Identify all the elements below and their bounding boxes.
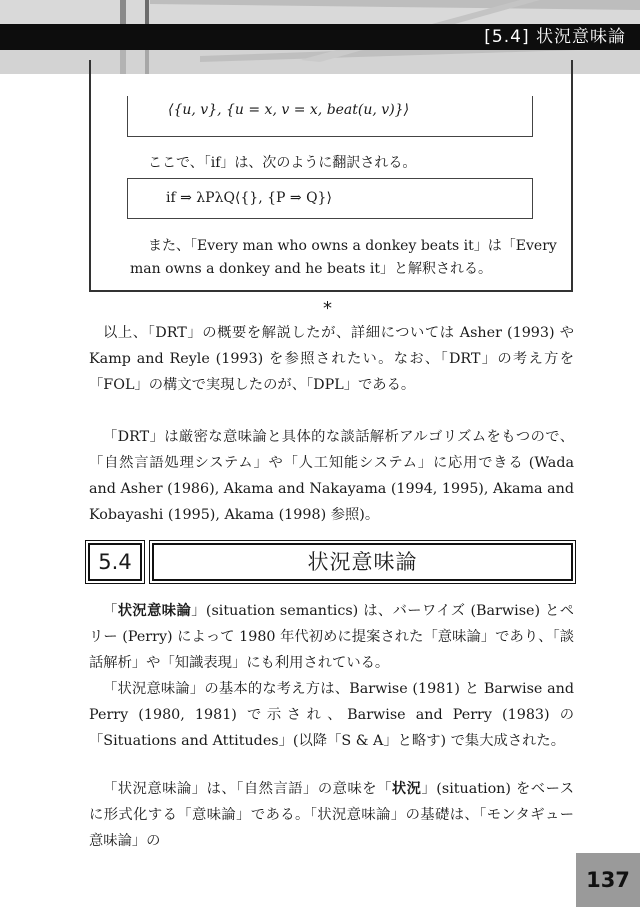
text: 」(situation semantics) は、バーワイズ (Barwise) とペリー (Perry) によって 1980 年代初めに提案された「意味論」であり、「談話解析」や「知識表現」にも利用されている。 bbox=[89, 603, 575, 671]
paragraph: 以上、「DRT」の概要を解説したが、詳細については Asher (1993) や Kamp and Reyle (1993) を参照されたい。なお、「DRT」の考え方を「FOL」の構文で実現したのが、「DPL」である。 bbox=[89, 325, 574, 393]
text: 「状況意味論」は、「自然言語」の意味を「 bbox=[103, 781, 392, 797]
bold-term: 状況意味論 bbox=[117, 603, 192, 619]
example-text: man owns a donkey and he beats it」と解釈される。 bbox=[130, 261, 492, 277]
text: 「 bbox=[103, 603, 118, 619]
formula: if ⇒ λPλQ⟨{}, {P ⇒ Q}⟩ bbox=[166, 190, 332, 206]
example-text: ここで、「if」は、次のように翻訳される。 bbox=[148, 155, 417, 171]
page-number: 137 bbox=[576, 853, 640, 907]
separator: * bbox=[323, 298, 332, 319]
example-text: また、「Every man who owns a donkey beats it」は「Every bbox=[148, 238, 557, 254]
formula-box bbox=[127, 96, 533, 137]
section-number: 5.4 bbox=[88, 543, 142, 581]
section-title: 状況意味論 bbox=[152, 543, 573, 581]
paragraph: 「DRT」は厳密な意味論と具体的な談話解析アルゴリズムをもつので、「自然言語処理システム」や「人工知能システム」に応用できる (Wada and Asher (1986), Akama and Nakayama (1994, 1995), Akama and Kobayashi (1995), Akama (1998) 参照)。 bbox=[89, 429, 574, 523]
bold-term: 状況 bbox=[391, 781, 422, 797]
paragraph bbox=[89, 598, 574, 676]
text: 」(situation) をベースに形式化する「意味論」である。「状況意味論」の基礎は、「モンタギュー意味論」の bbox=[89, 781, 574, 849]
formula: ⟨{u, v}, {u = x, v = x, beat(u, v)}⟩ bbox=[168, 102, 410, 118]
formula-box bbox=[127, 178, 533, 219]
running-header-title: [5.4] 状況意味論 bbox=[484, 27, 626, 47]
paragraph bbox=[89, 776, 574, 854]
paragraph: 「状況意味論」の基本的な考え方は、Barwise (1981) と Barwise and Perry (1980, 1981) で示され、Barwise and Perry (1983) の「Situations and Attitudes」(以降「S & A」と略す) で集大成された。 bbox=[89, 681, 574, 749]
